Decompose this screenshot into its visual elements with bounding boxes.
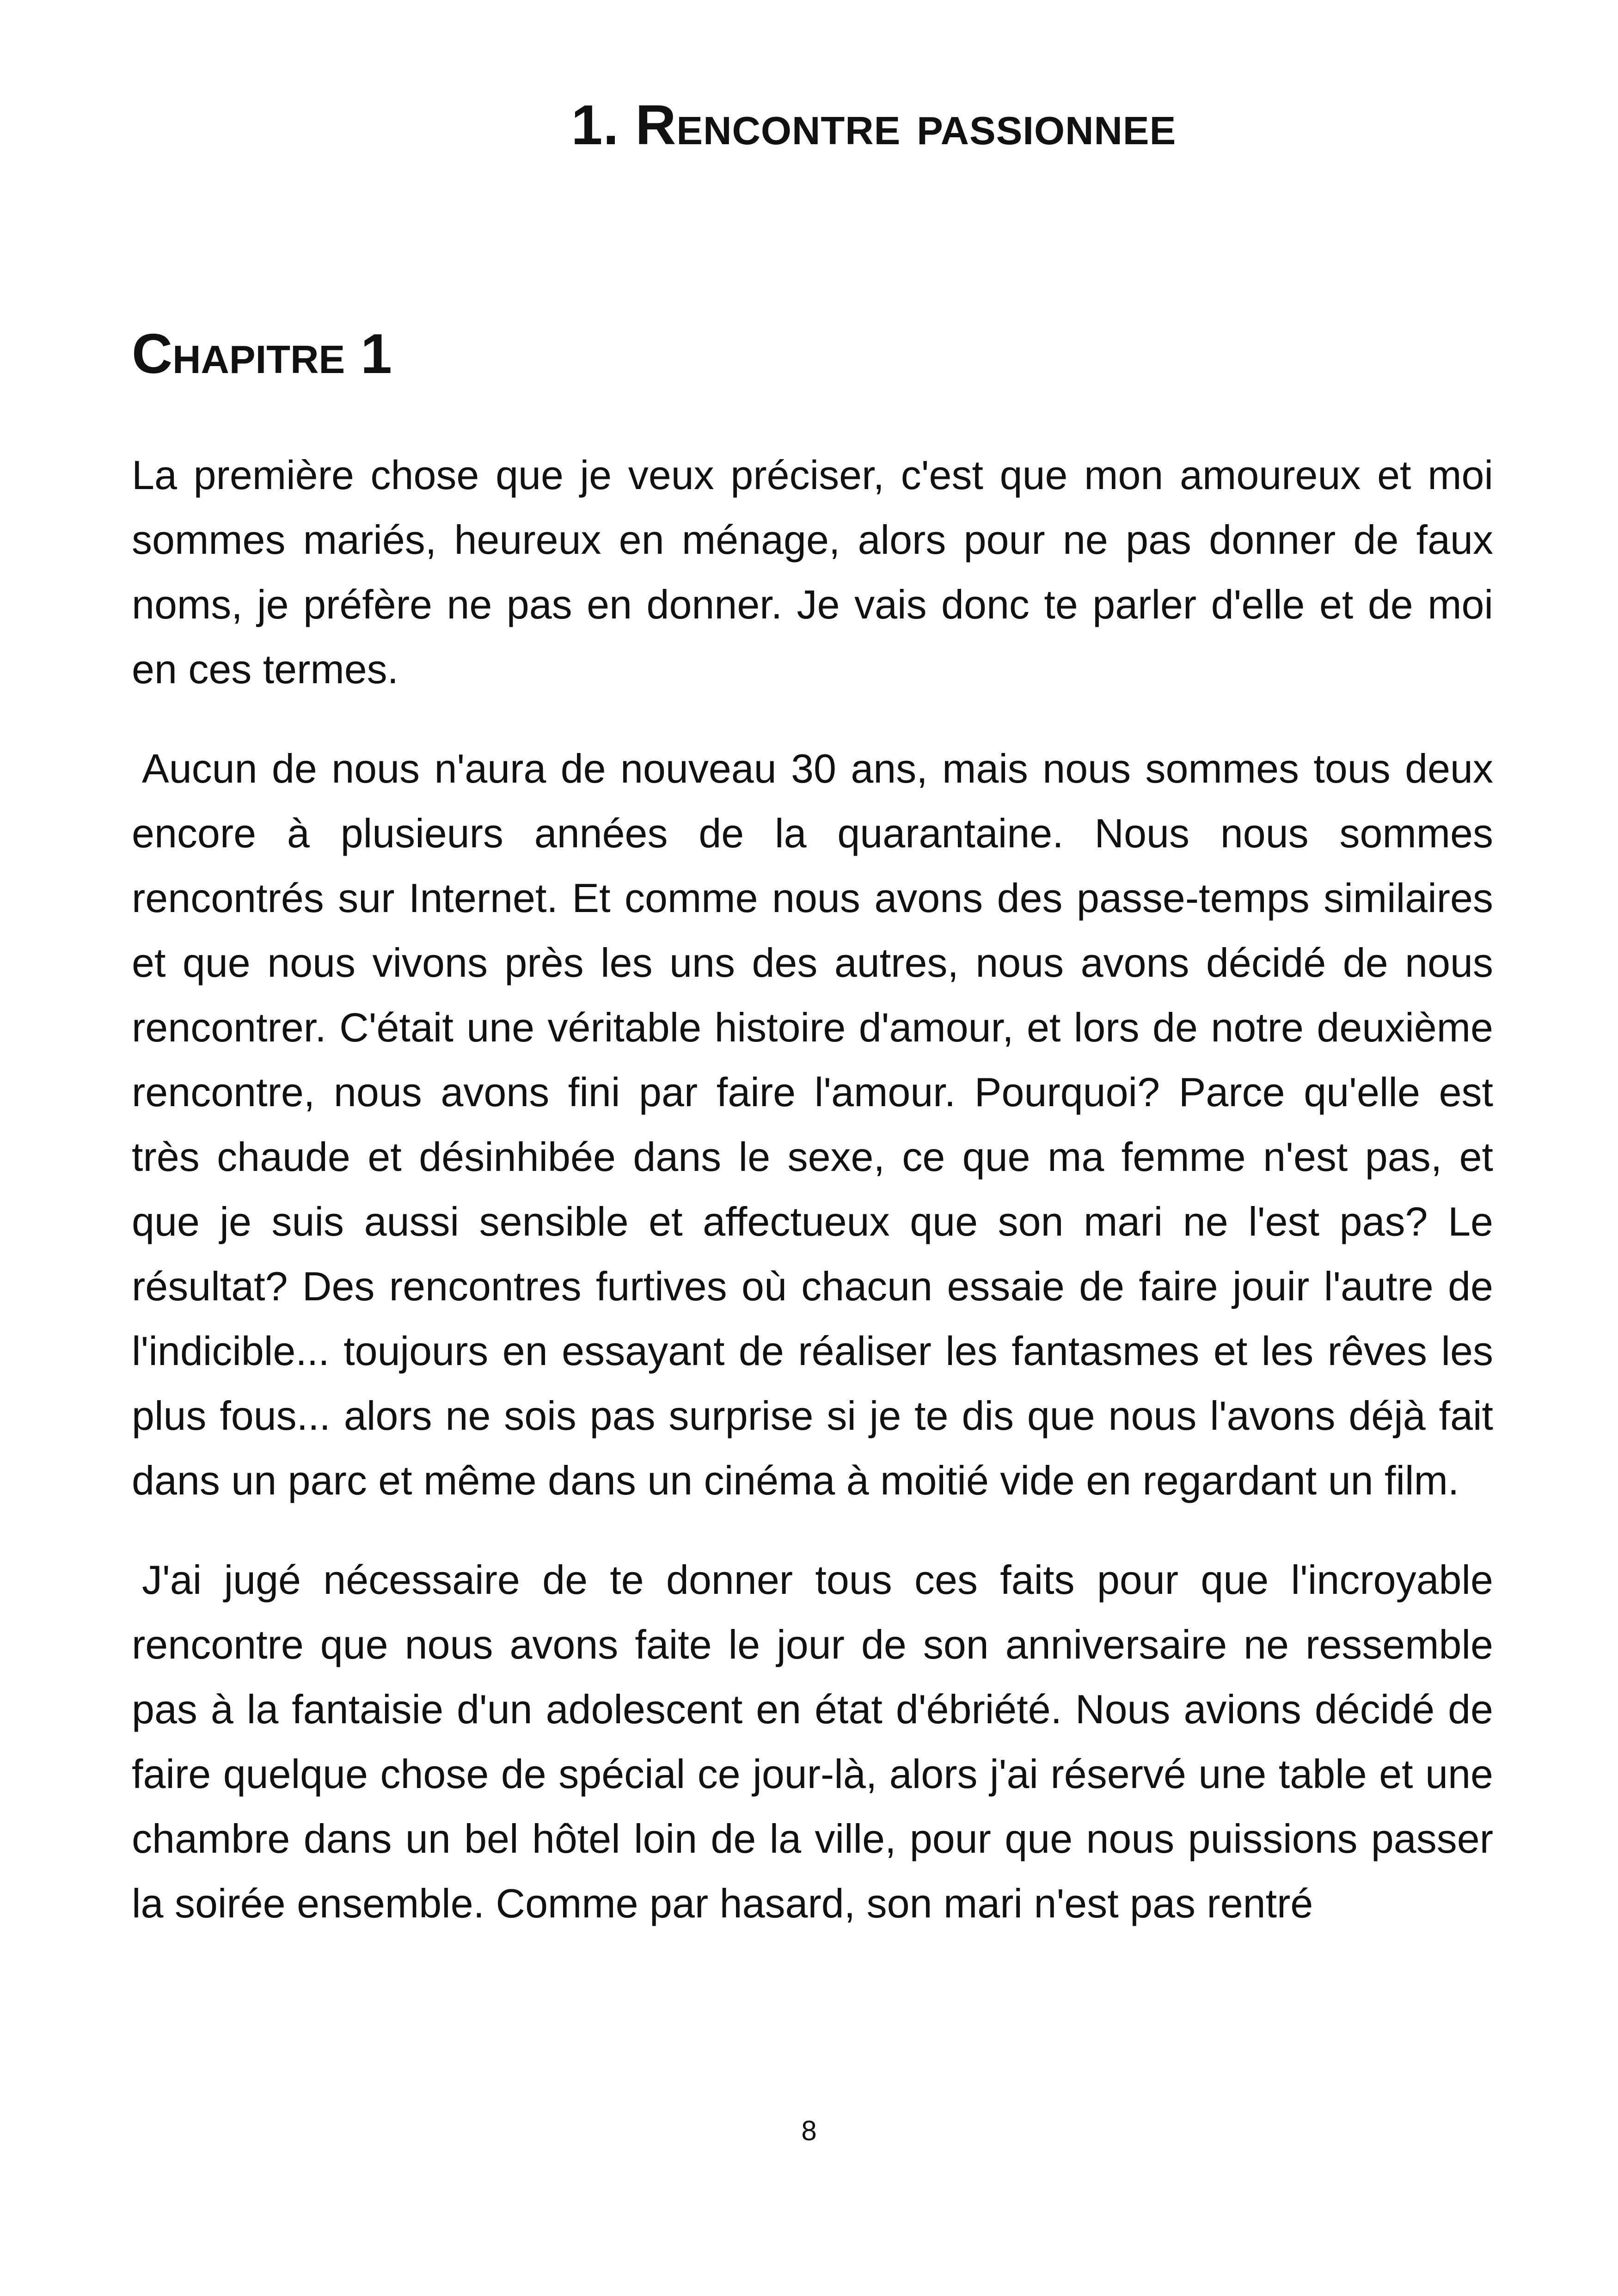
body-text bbox=[132, 443, 1493, 1971]
paragraph-1: La première chose que je veux préciser, c'est que mon amoureux et moi sommes mariés, heureux en ménage, alors pour ne pas donner de faux noms, je préfère ne pas en donner. Je vais donc te parler d'elle et de moi en ces termes. bbox=[132, 452, 1493, 692]
chapter-title: Chapitre 1 bbox=[132, 322, 392, 385]
part-title: 1. Rencontre passionnee bbox=[571, 93, 1177, 156]
page-number: 8 bbox=[801, 2115, 817, 2146]
paragraph-2: Aucun de nous n'aura de nouveau 30 ans, mais nous sommes tous deux encore à plusieurs années de la quarantaine. Nous nous sommes rencontrés sur Internet. Et comme nous avons des passe-temps similaires et que nous vivons près les uns des autres, nous avons décidé de nous rencontrer. C'était une véritable histoire d'amour, et lors de notre deuxième rencontre, nous avons fini par faire l'amour. Pourquoi? Parce qu'elle est très chaude et désinhibée dans le sexe, ce que ma femme n'est pas, et que je suis aussi sensible et affectueux que son mari ne l'est pas? Le résultat? Des rencontres furtives où chacun essaie de faire jouir l'autre de l'indicible... toujours en essayant de réaliser les fantasmes et les rêves les plus fous... alors ne sois pas surprise si je te dis que nous l'avons déjà fait dans un parc et même dans un cinéma à moitié vide en regardant un film. bbox=[132, 746, 1493, 1503]
paragraph-3: J'ai jugé nécessaire de te donner tous ces faits pour que l'incroyable rencontre que nous avons faite le jour de son anniversaire ne ressemble pas à la fantaisie d'un adolescent en état d'ébriété. Nous avions décidé de faire quelque chose de spécial ce jour-là, alors j'ai réservé une table et une chambre dans un bel hôtel loin de la ville, pour que nous puissions passer la soirée ensemble. Comme par hasard, son mari n'est pas rentré bbox=[132, 1557, 1493, 1926]
